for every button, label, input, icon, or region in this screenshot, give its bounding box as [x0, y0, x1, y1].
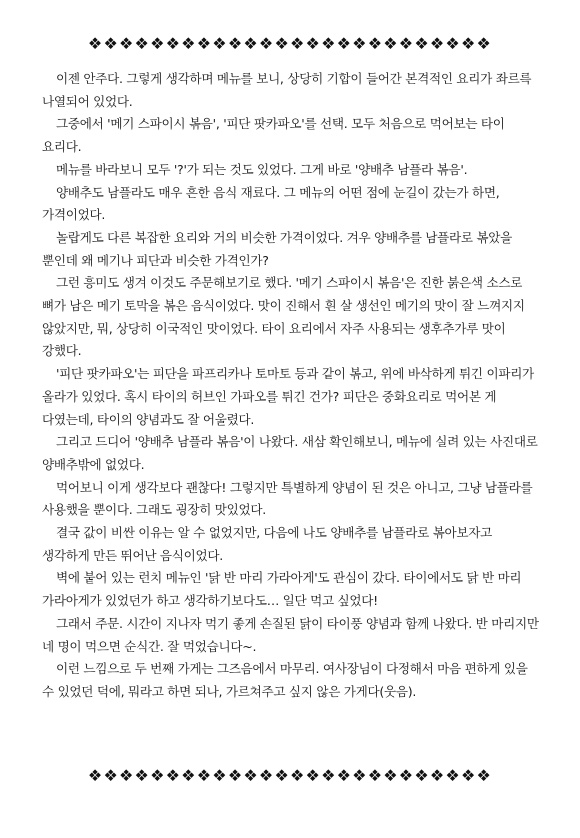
paragraph: 그런 흥미도 생겨 이것도 주문해보기로 했다. '메기 스파이시 볶음'은 진한 붉은색 소스로 뼈가 남은 메기 토막을 볶은 음식이었다. 맛이 진해서 흰 살 생선인 메기의 맛이 잘 느껴지지 않았지만, 뭐, 상당히 이국적인 맛이었다. 타이 요리에서 자주 사용되는 생후추가루 맛이 강했다.	[42, 275, 525, 359]
paragraph: 결국 값이 비싼 이유는 알 수 없었지만, 다음에 나도 양배추를 남플라로 볶아보자고 생각하게 만든 뛰어난 음식이었다.	[42, 525, 493, 563]
paragraph: 이런 느낌으로 두 번째 가게는 그즈음에서 마무리. 여사장님이 다정해서 마음 편하게 있을 수 있었던 덕에, 뭐라고 하면 되나, 가르쳐주고 싶지 않은 가게다(웃음).	[42, 661, 528, 699]
bottom-ornament-border: ❖❖❖❖❖❖❖❖❖❖❖❖❖❖❖❖❖❖❖❖❖❖❖❖❖❖	[87, 766, 493, 785]
paragraph: 그중에서 '메기 스파이시 볶음', '피단 팟카파오'를 선택. 모두 처음으로 먹어보는 타이 요리다.	[42, 116, 505, 155]
paragraph: 벽에 붙어 있는 런치 메뉴인 '닭 반 마리 가라아게'도 관심이 갔다. 타이에서도 닭 반 마리 가라아게가 있었던가 하고 생각하기보다도… 일단 먹고 싶었다!	[42, 570, 522, 609]
paragraph: 놀랍게도 다른 복잡한 요리와 거의 비슷한 가격이었다. 겨우 양배추를 남플라로 볶았을 뿐인데 왜 메기나 피단과 비슷한 가격인가?	[42, 229, 513, 268]
article-body	[42, 68, 542, 704]
paragraph: '피단 팟카파오'는 피단을 파프리카나 토마토 등과 같이 볶고, 위에 바삭하게 튀긴 이파리가 올라가 있었다. 혹시 타이의 허브인 가파오를 튀긴 건가? 피단은 중화요리로 먹어본 게 다였는데, 타이의 양념과도 잘 어울렸다.	[42, 366, 534, 427]
paragraph: 이젠 안주다. 그렇게 생각하며 메뉴를 보니, 상당히 기합이 들어간 본격적인 요리가 좌르륵 나열되어 있었다.	[42, 71, 532, 109]
paragraph: 그리고 드디어 '양배추 남플라 볶음'이 나왔다. 새삼 확인해보니, 메뉴에 실려 있는 사진대로 양배추밖에 없었다.	[42, 434, 538, 472]
paragraph: 메뉴를 바라보니 모두 '?'가 되는 것도 있었다. 그게 바로 '양배추 남플라 볶음'.	[56, 161, 468, 177]
paragraph: 양배추도 남플라도 매우 흔한 음식 재료다. 그 메뉴의 어떤 점에 눈길이 갔는가 하면, 가격이었다.	[42, 184, 500, 223]
top-ornament-border: ❖❖❖❖❖❖❖❖❖❖❖❖❖❖❖❖❖❖❖❖❖❖❖❖❖❖	[87, 34, 493, 53]
paragraph: 그래서 주문. 시간이 지나자 먹기 좋게 손질된 닭이 타이풍 양념과 함께 나왔다. 반 마리지만 네 명이 먹으면 순식간. 잘 먹었습니다~.	[42, 615, 539, 654]
paragraph: 먹어보니 이게 생각보다 괜찮다! 그렇지만 특별하게 양념이 된 것은 아니고, 그냥 남플라를 사용했을 뿐이다. 그래도 굉장히 맛있었다.	[42, 479, 533, 518]
